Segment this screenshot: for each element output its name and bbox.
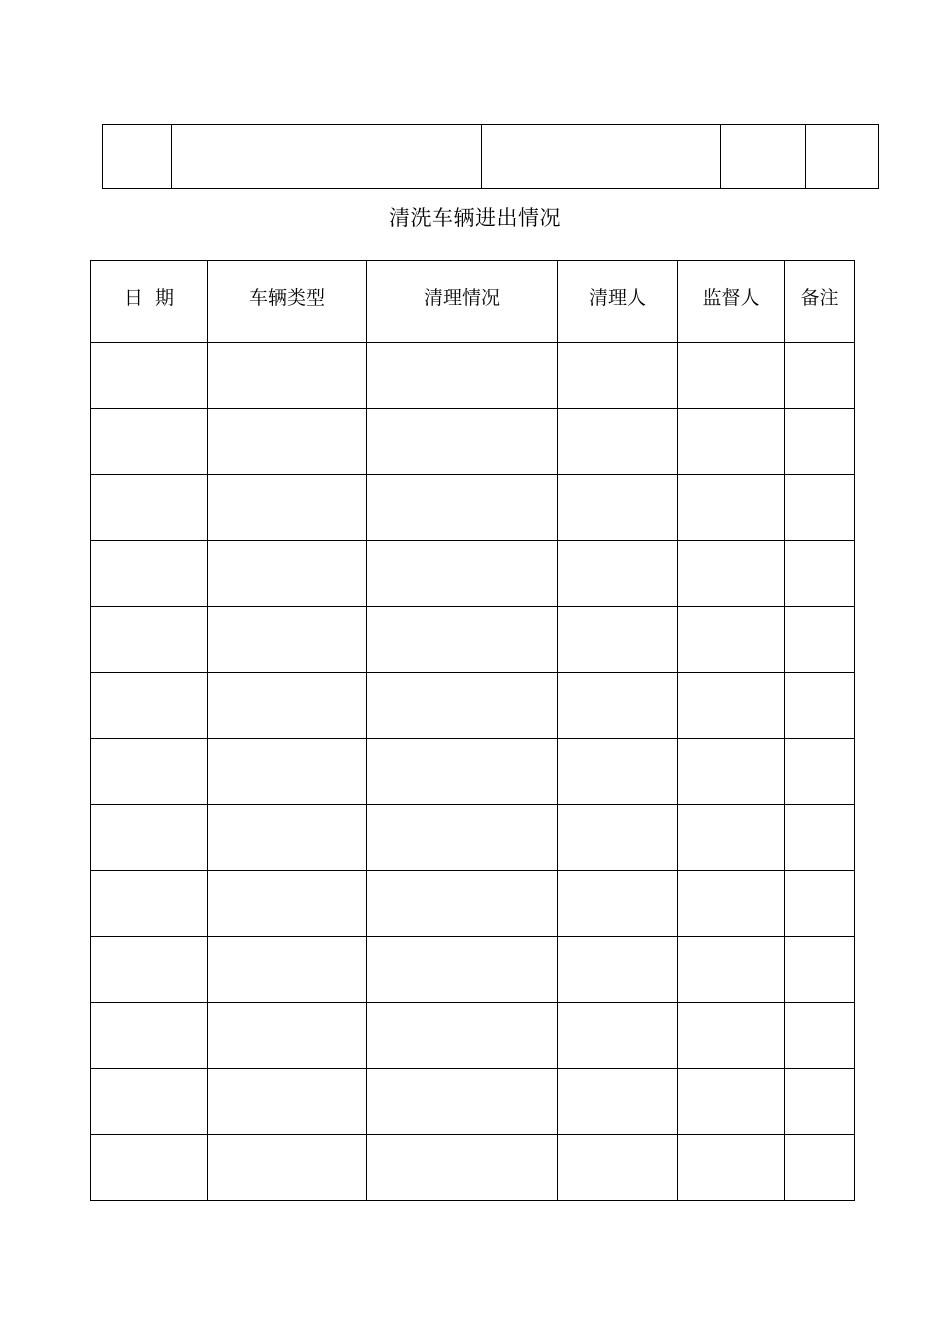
table-cell (367, 1003, 558, 1069)
table-cell (558, 607, 678, 673)
table-cell (208, 1003, 367, 1069)
table-cell (208, 805, 367, 871)
table-cell (558, 1069, 678, 1135)
table-cell (678, 541, 785, 607)
table-cell (785, 1069, 855, 1135)
top-cell (172, 125, 482, 189)
table-cell (785, 409, 855, 475)
column-header-cleaner: 清理人 (558, 261, 678, 343)
table-cell (367, 475, 558, 541)
table-cell (558, 937, 678, 1003)
table-cell (678, 343, 785, 409)
table-row (91, 871, 855, 937)
table-cell (367, 1135, 558, 1201)
top-cell (103, 125, 172, 189)
table-cell (678, 1003, 785, 1069)
table-cell (558, 1003, 678, 1069)
table-row (91, 1135, 855, 1201)
table-row (91, 343, 855, 409)
table-cell (678, 739, 785, 805)
table-cell (678, 1069, 785, 1135)
top-table (102, 124, 879, 189)
table-row (91, 541, 855, 607)
table-cell (208, 541, 367, 607)
table-cell (91, 673, 208, 739)
table-cell (785, 937, 855, 1003)
table-cell (208, 1069, 367, 1135)
table-cell (558, 1135, 678, 1201)
table-cell (558, 541, 678, 607)
table-row (91, 739, 855, 805)
table-cell (558, 805, 678, 871)
table-row (91, 607, 855, 673)
table-row (91, 1003, 855, 1069)
table-cell (558, 343, 678, 409)
column-header-cleaning-status: 清理情况 (367, 261, 558, 343)
table-cell (208, 1135, 367, 1201)
table-cell (91, 475, 208, 541)
table-cell (558, 673, 678, 739)
table-cell (367, 937, 558, 1003)
table-cell (208, 739, 367, 805)
table-row (91, 1069, 855, 1135)
table-cell (678, 805, 785, 871)
table-cell (91, 739, 208, 805)
table-cell (91, 1003, 208, 1069)
page-title: 清洗车辆进出情况 (389, 206, 561, 230)
top-cell (806, 125, 879, 189)
table-cell (208, 475, 367, 541)
table-cell (367, 1069, 558, 1135)
table-cell (208, 343, 367, 409)
table-cell (91, 409, 208, 475)
table-cell (208, 937, 367, 1003)
table-cell (367, 739, 558, 805)
table-cell (558, 871, 678, 937)
table-cell (208, 607, 367, 673)
table-cell (208, 673, 367, 739)
table-cell (785, 805, 855, 871)
table-cell (785, 541, 855, 607)
table-cell (367, 607, 558, 673)
table-cell (678, 409, 785, 475)
table-cell (785, 739, 855, 805)
table-cell (91, 937, 208, 1003)
column-header-date: 日 期 (91, 261, 208, 343)
column-header-remarks: 备注 (785, 261, 855, 343)
table-cell (678, 607, 785, 673)
table-cell (91, 343, 208, 409)
table-body (91, 343, 855, 1201)
table-cell (678, 1135, 785, 1201)
table-row (91, 409, 855, 475)
table-cell (367, 343, 558, 409)
table-row (91, 937, 855, 1003)
table-cell (91, 541, 208, 607)
column-header-vehicle-type: 车辆类型 (208, 261, 367, 343)
table-cell (785, 475, 855, 541)
table-cell (785, 673, 855, 739)
header-row (91, 261, 855, 343)
table-cell (367, 805, 558, 871)
column-header-supervisor: 监督人 (678, 261, 785, 343)
table-cell (367, 541, 558, 607)
table-cell (678, 937, 785, 1003)
table-cell (91, 805, 208, 871)
table-cell (678, 871, 785, 937)
table-cell (785, 1003, 855, 1069)
table-cell (558, 409, 678, 475)
top-cell (721, 125, 806, 189)
table-row (91, 475, 855, 541)
table-cell (785, 1135, 855, 1201)
table-cell (678, 673, 785, 739)
table-cell (558, 475, 678, 541)
vehicle-cleaning-table (90, 260, 855, 1201)
table-cell (91, 871, 208, 937)
table-cell (208, 871, 367, 937)
table-cell (785, 607, 855, 673)
table-row (91, 673, 855, 739)
table-cell (367, 871, 558, 937)
table-cell (91, 607, 208, 673)
table-cell (785, 343, 855, 409)
table-cell (785, 871, 855, 937)
table-cell (367, 673, 558, 739)
table-cell (558, 739, 678, 805)
table-cell (367, 409, 558, 475)
top-cell (482, 125, 721, 189)
table-cell (678, 475, 785, 541)
table-row (91, 805, 855, 871)
top-table-row (103, 125, 879, 189)
table-cell (91, 1135, 208, 1201)
table-cell (208, 409, 367, 475)
table-cell (91, 1069, 208, 1135)
